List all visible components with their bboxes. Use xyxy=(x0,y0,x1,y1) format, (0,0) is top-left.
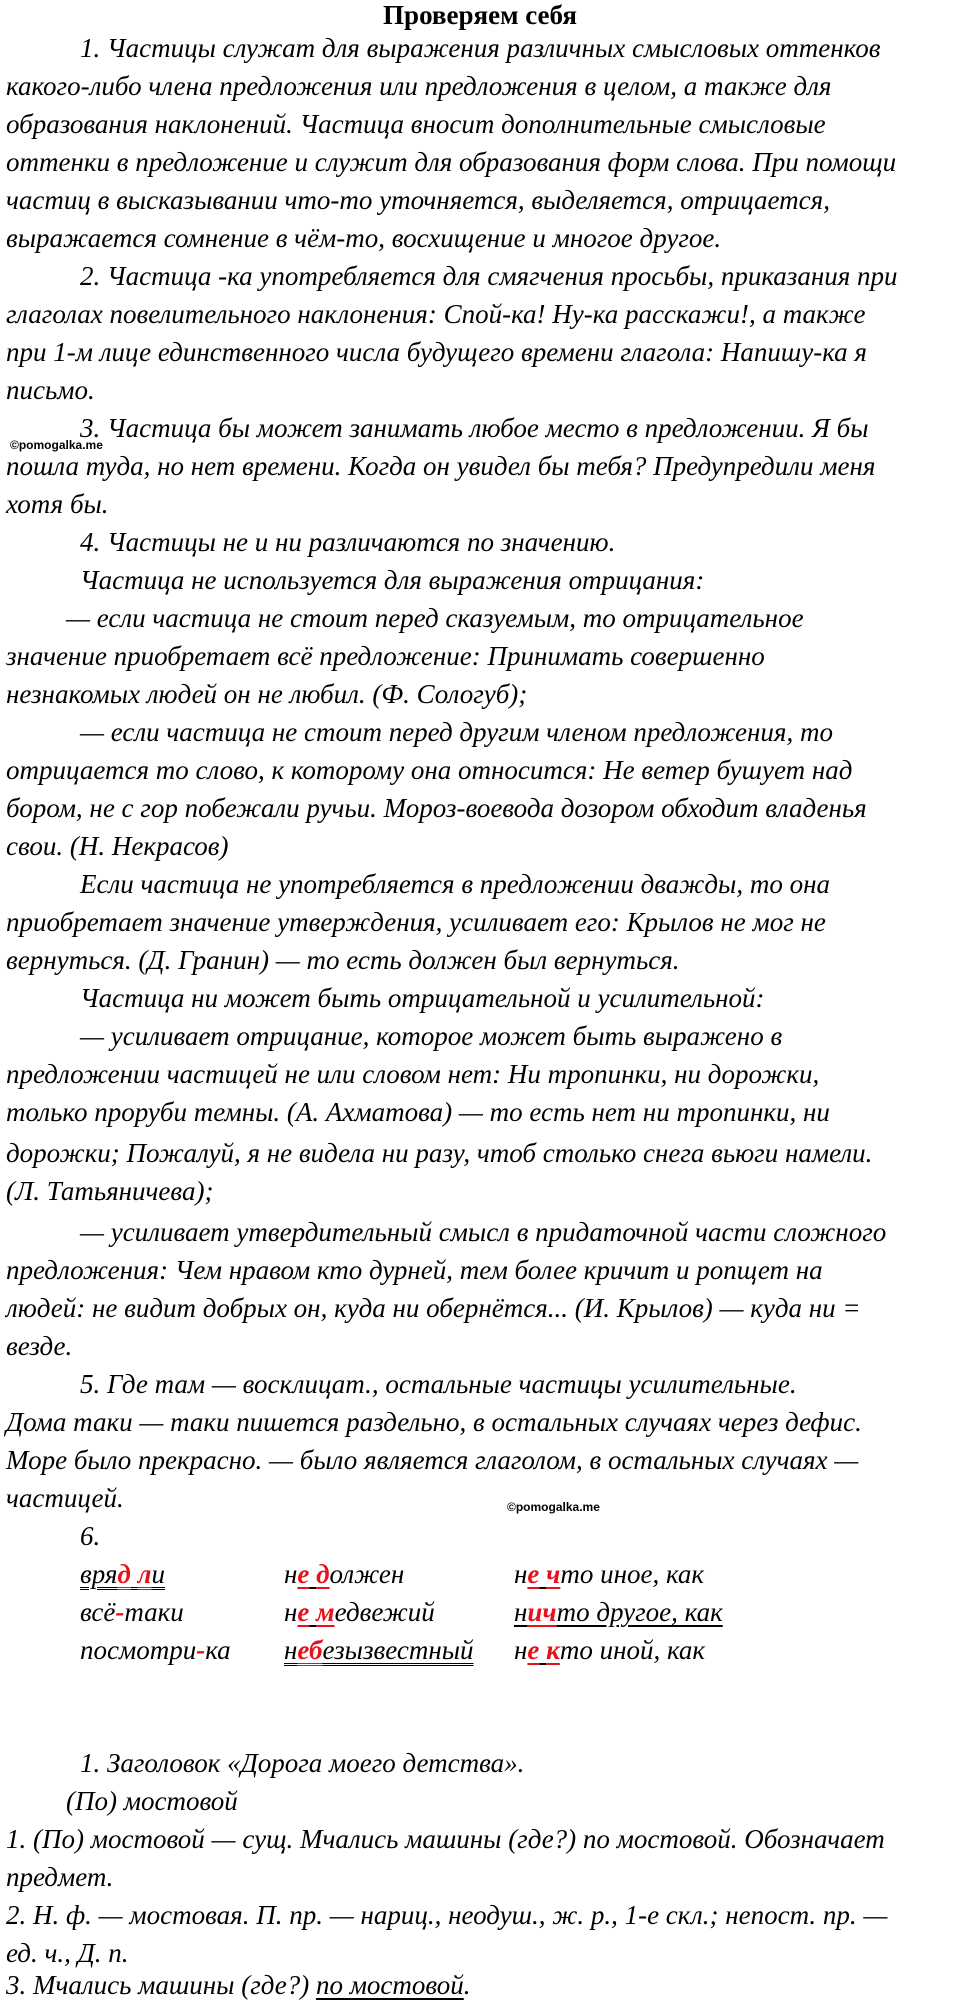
paragraph-line: значение приобретает всё предложение: Принимать совершенно xyxy=(6,641,765,671)
paragraph-line: Частица ни может быть отрицательной и усилительной: xyxy=(80,983,765,1013)
paragraph-line: ед. ч., Д. п. xyxy=(6,1938,129,1968)
paragraph-line: бором, не с гор побежали ручьи. Мороз-воевода дозором обходит владенья xyxy=(6,793,867,823)
paragraph-line: предмет. xyxy=(6,1862,114,1892)
table-cell xyxy=(514,1555,704,1593)
table-cell-text: езызвестный xyxy=(322,1635,474,1665)
red-marked-letter: - xyxy=(196,1635,206,1665)
table-cell-text: н xyxy=(284,1635,298,1665)
paragraph-line: письмо. xyxy=(6,375,95,405)
paragraph-line: частиц в высказывании что-то уточняется, выделяется, отрицается, xyxy=(6,185,830,215)
table-cell-text: н xyxy=(514,1635,528,1665)
red-marked-letter: д xyxy=(117,1559,131,1589)
paragraph-line: хотя бы. xyxy=(6,489,109,519)
paragraph-line: дорожки; Пожалуй, я не видела ни разу, чтоб столько снега вьюги намели. xyxy=(6,1138,873,1168)
paragraph-line: образования наклонений. Частица вносит дополнительные смысловые xyxy=(6,109,826,139)
paragraph-line: 3. Частица бы может занимать любое место в предложении. Я бы xyxy=(80,413,869,443)
table-cell-text: то другое, как xyxy=(556,1597,723,1627)
paragraph-line: (Л. Татьяничева); xyxy=(6,1176,214,1206)
red-marked-letter: л xyxy=(137,1559,152,1589)
red-marked-letter: е xyxy=(297,1559,310,1589)
paragraph-line: 4. Частицы не и ни различаются по значению. xyxy=(80,527,616,557)
table-cell xyxy=(80,1631,231,1669)
table-cell xyxy=(514,1593,723,1631)
watermark: ©pomogalka.me xyxy=(507,1500,600,1514)
table-cell-text: н xyxy=(284,1597,298,1627)
red-marked-letter: д xyxy=(316,1559,330,1589)
paragraph-line: глаголах повелительного наклонения: Спой-ка! Ну-ка расскажи!, а также xyxy=(6,299,866,329)
paragraph-line: 6. xyxy=(80,1521,101,1551)
paragraph-line: какого-либо члена предложения или предложения в целом, а также для xyxy=(6,71,832,101)
underlined-phrase: по мостовой xyxy=(315,1970,464,2000)
paragraph-line: Если частица не употребляется в предложении дважды, то она xyxy=(80,869,830,899)
red-marked-letter: ч xyxy=(546,1559,561,1589)
red-marked-letter: е xyxy=(297,1597,310,1627)
red-marked-letter: ич xyxy=(527,1597,557,1627)
paragraph-line: — усиливает утвердительный смысл в придаточной части сложного xyxy=(80,1217,887,1247)
line-text: 3. Мчались машины (где?) xyxy=(6,1970,316,2000)
table-cell-text: то иной, как xyxy=(559,1635,706,1665)
paragraph-line: предложении частицей не или словом нет: Ни тропинки, ни дорожки, xyxy=(6,1059,820,1089)
paragraph-line: предложения: Чем нравом кто дурней, тем более кричит и ропщет на xyxy=(6,1255,823,1285)
paragraph-line: незнакомых людей он не любил. (Ф. Сологуб); xyxy=(6,679,528,709)
paragraph-line: — если частица не стоит перед сказуемым, то отрицательное xyxy=(66,603,804,633)
paragraph-line: оттенки в предложение и служит для образования форм слова. При помощи xyxy=(6,147,897,177)
table-cell xyxy=(514,1631,705,1669)
paragraph-line: везде. xyxy=(6,1331,73,1361)
table-cell xyxy=(284,1631,474,1669)
red-marked-letter: е xyxy=(527,1635,540,1665)
paragraph-line: Дома таки — таки пишется раздельно, в остальных случаях через дефис. xyxy=(6,1407,862,1437)
red-marked-letter: к xyxy=(546,1635,560,1665)
table-cell xyxy=(80,1593,184,1631)
paragraph-line: частицей. xyxy=(6,1483,124,1513)
paragraph-line: 1. (По) мостовой — сущ. Мчались машины (где?) по мостовой. Обозначает xyxy=(6,1824,885,1854)
table-cell-text: н xyxy=(284,1559,298,1589)
table-cell-text: всё xyxy=(80,1597,116,1627)
paragraph-line: Море было прекрасно. — было является глаголом, в остальных случаях — xyxy=(6,1445,859,1475)
table-cell-text: и xyxy=(151,1559,165,1589)
paragraph-line: 1. Заголовок «Дорога моего детства». xyxy=(80,1748,525,1778)
table-cell-text: то иное, как xyxy=(560,1559,705,1589)
table-cell xyxy=(284,1555,404,1593)
paragraph-line: (По) мостовой xyxy=(66,1786,238,1816)
table-cell-text: вря xyxy=(80,1559,118,1589)
paragraph-line: отрицается то слово, к которому она относится: Не ветер бушует над xyxy=(6,755,853,785)
paragraph-line: Частица не используется для выражения отрицания: xyxy=(80,565,705,595)
paragraph-line: свои. (Н. Некрасов) xyxy=(6,831,229,861)
paragraph-line: выражается сомнение в чём-то, восхищение и многое другое. xyxy=(6,223,722,253)
paragraph-line: пошла туда, но нет времени. Когда он увидел бы тебя? Предупредили меня xyxy=(6,451,876,481)
table-cell-text: ка xyxy=(205,1635,231,1665)
watermark: ©pomogalka.me xyxy=(10,438,103,452)
table-cell-text: олжен xyxy=(329,1559,405,1589)
table-cell-text: посмотри xyxy=(80,1635,197,1665)
table-cell-text: едвежий xyxy=(334,1597,435,1627)
paragraph-line: — если частица не стоит перед другим членом предложения, то xyxy=(80,717,833,747)
paragraph-line: 2. Н. ф. — мостовая. П. пр. — нариц., неодуш., ж. р., 1-е скл.; непост. пр. — xyxy=(6,1900,888,1930)
paragraph-line: 5. Где там — восклицат., остальные частицы усилительные. xyxy=(80,1369,797,1399)
red-marked-letter: - xyxy=(115,1597,125,1627)
table-cell-text xyxy=(131,1559,138,1589)
paragraph-line: 1. Частицы служат для выражения различных смысловых оттенков xyxy=(80,33,881,63)
red-marked-letter: е xyxy=(527,1559,540,1589)
paragraph-line: при 1-м лице единственного числа будущего времени глагола: Напишу-ка я xyxy=(6,337,867,367)
table-cell xyxy=(80,1555,165,1593)
table-cell-text: н xyxy=(514,1559,528,1589)
red-marked-letter: м xyxy=(316,1597,335,1627)
paragraph-line: приобретает значение утверждения, усиливает его: Крылов не мог не xyxy=(6,907,826,937)
paragraph-line xyxy=(6,1966,952,2004)
red-marked-letter: еб xyxy=(297,1635,323,1665)
paragraph-line: — усиливает отрицание, которое может быть выражено в xyxy=(80,1021,783,1051)
paragraph-line: 2. Частица -ка употребляется для смягчения просьбы, приказания при xyxy=(80,261,898,291)
table-cell xyxy=(284,1593,435,1631)
table-cell-text: н xyxy=(514,1597,528,1627)
line-text: . xyxy=(463,1970,471,2000)
table-cell-text: таки xyxy=(124,1597,184,1627)
paragraph-line: людей: не видит добрых он, куда ни обернётся... (И. Крылов) — куда ни = xyxy=(6,1293,861,1323)
page-title: Проверяем себя xyxy=(383,0,577,30)
paragraph-line: вернуться. (Д. Гранин) — то есть должен был вернуться. xyxy=(6,945,680,975)
paragraph-line: только проруби темны. (А. Ахматова) — то есть нет ни тропинки, ни xyxy=(6,1097,830,1127)
